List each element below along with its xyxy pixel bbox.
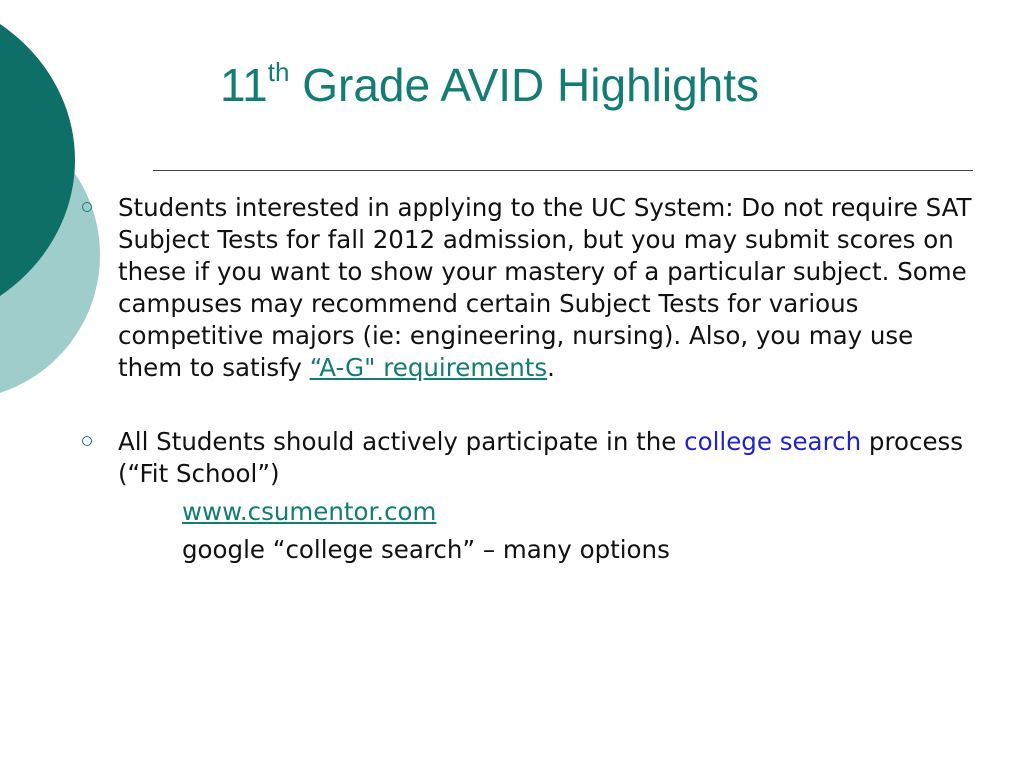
- csumentor-link[interactable]: www.csumentor.com: [182, 497, 437, 526]
- bullet-list: [80, 192, 980, 566]
- bullet-text: All Students should actively participate in the: [118, 427, 685, 456]
- bullet-circle-icon: [82, 202, 92, 212]
- slide-title: [220, 54, 759, 116]
- title-number: 11: [220, 59, 268, 111]
- a-g-requirements-link[interactable]: “A-G" requirements: [309, 353, 548, 382]
- sub-line-text: [118, 534, 980, 566]
- bullet-text: Students interested in applying to the UC System: Do not require SAT Subject Tests for fall 2012 admission, but you may submit scores on these if you want to show your mastery of a particular subject. Some campuses may recommend certain Subject Tests for various competitive majors (ie: engineering, nursing). Also, you may use them to satisfy: [118, 193, 972, 382]
- bullet-uc-system: [80, 192, 980, 384]
- title-divider: [153, 170, 973, 171]
- bullet-text-end: process (“Fit School”): [118, 427, 964, 488]
- bullet-college-search: [80, 426, 980, 566]
- sub-line-link: [118, 496, 980, 528]
- bullet-circle-icon: [82, 436, 92, 446]
- google-search-tip: google “college search” – many options: [182, 535, 670, 564]
- college-search-highlight: college search: [684, 427, 862, 456]
- title-text: Grade AVID Highlights: [289, 59, 760, 111]
- bullet-text-end: .: [547, 353, 555, 382]
- title-superscript: th: [267, 57, 290, 87]
